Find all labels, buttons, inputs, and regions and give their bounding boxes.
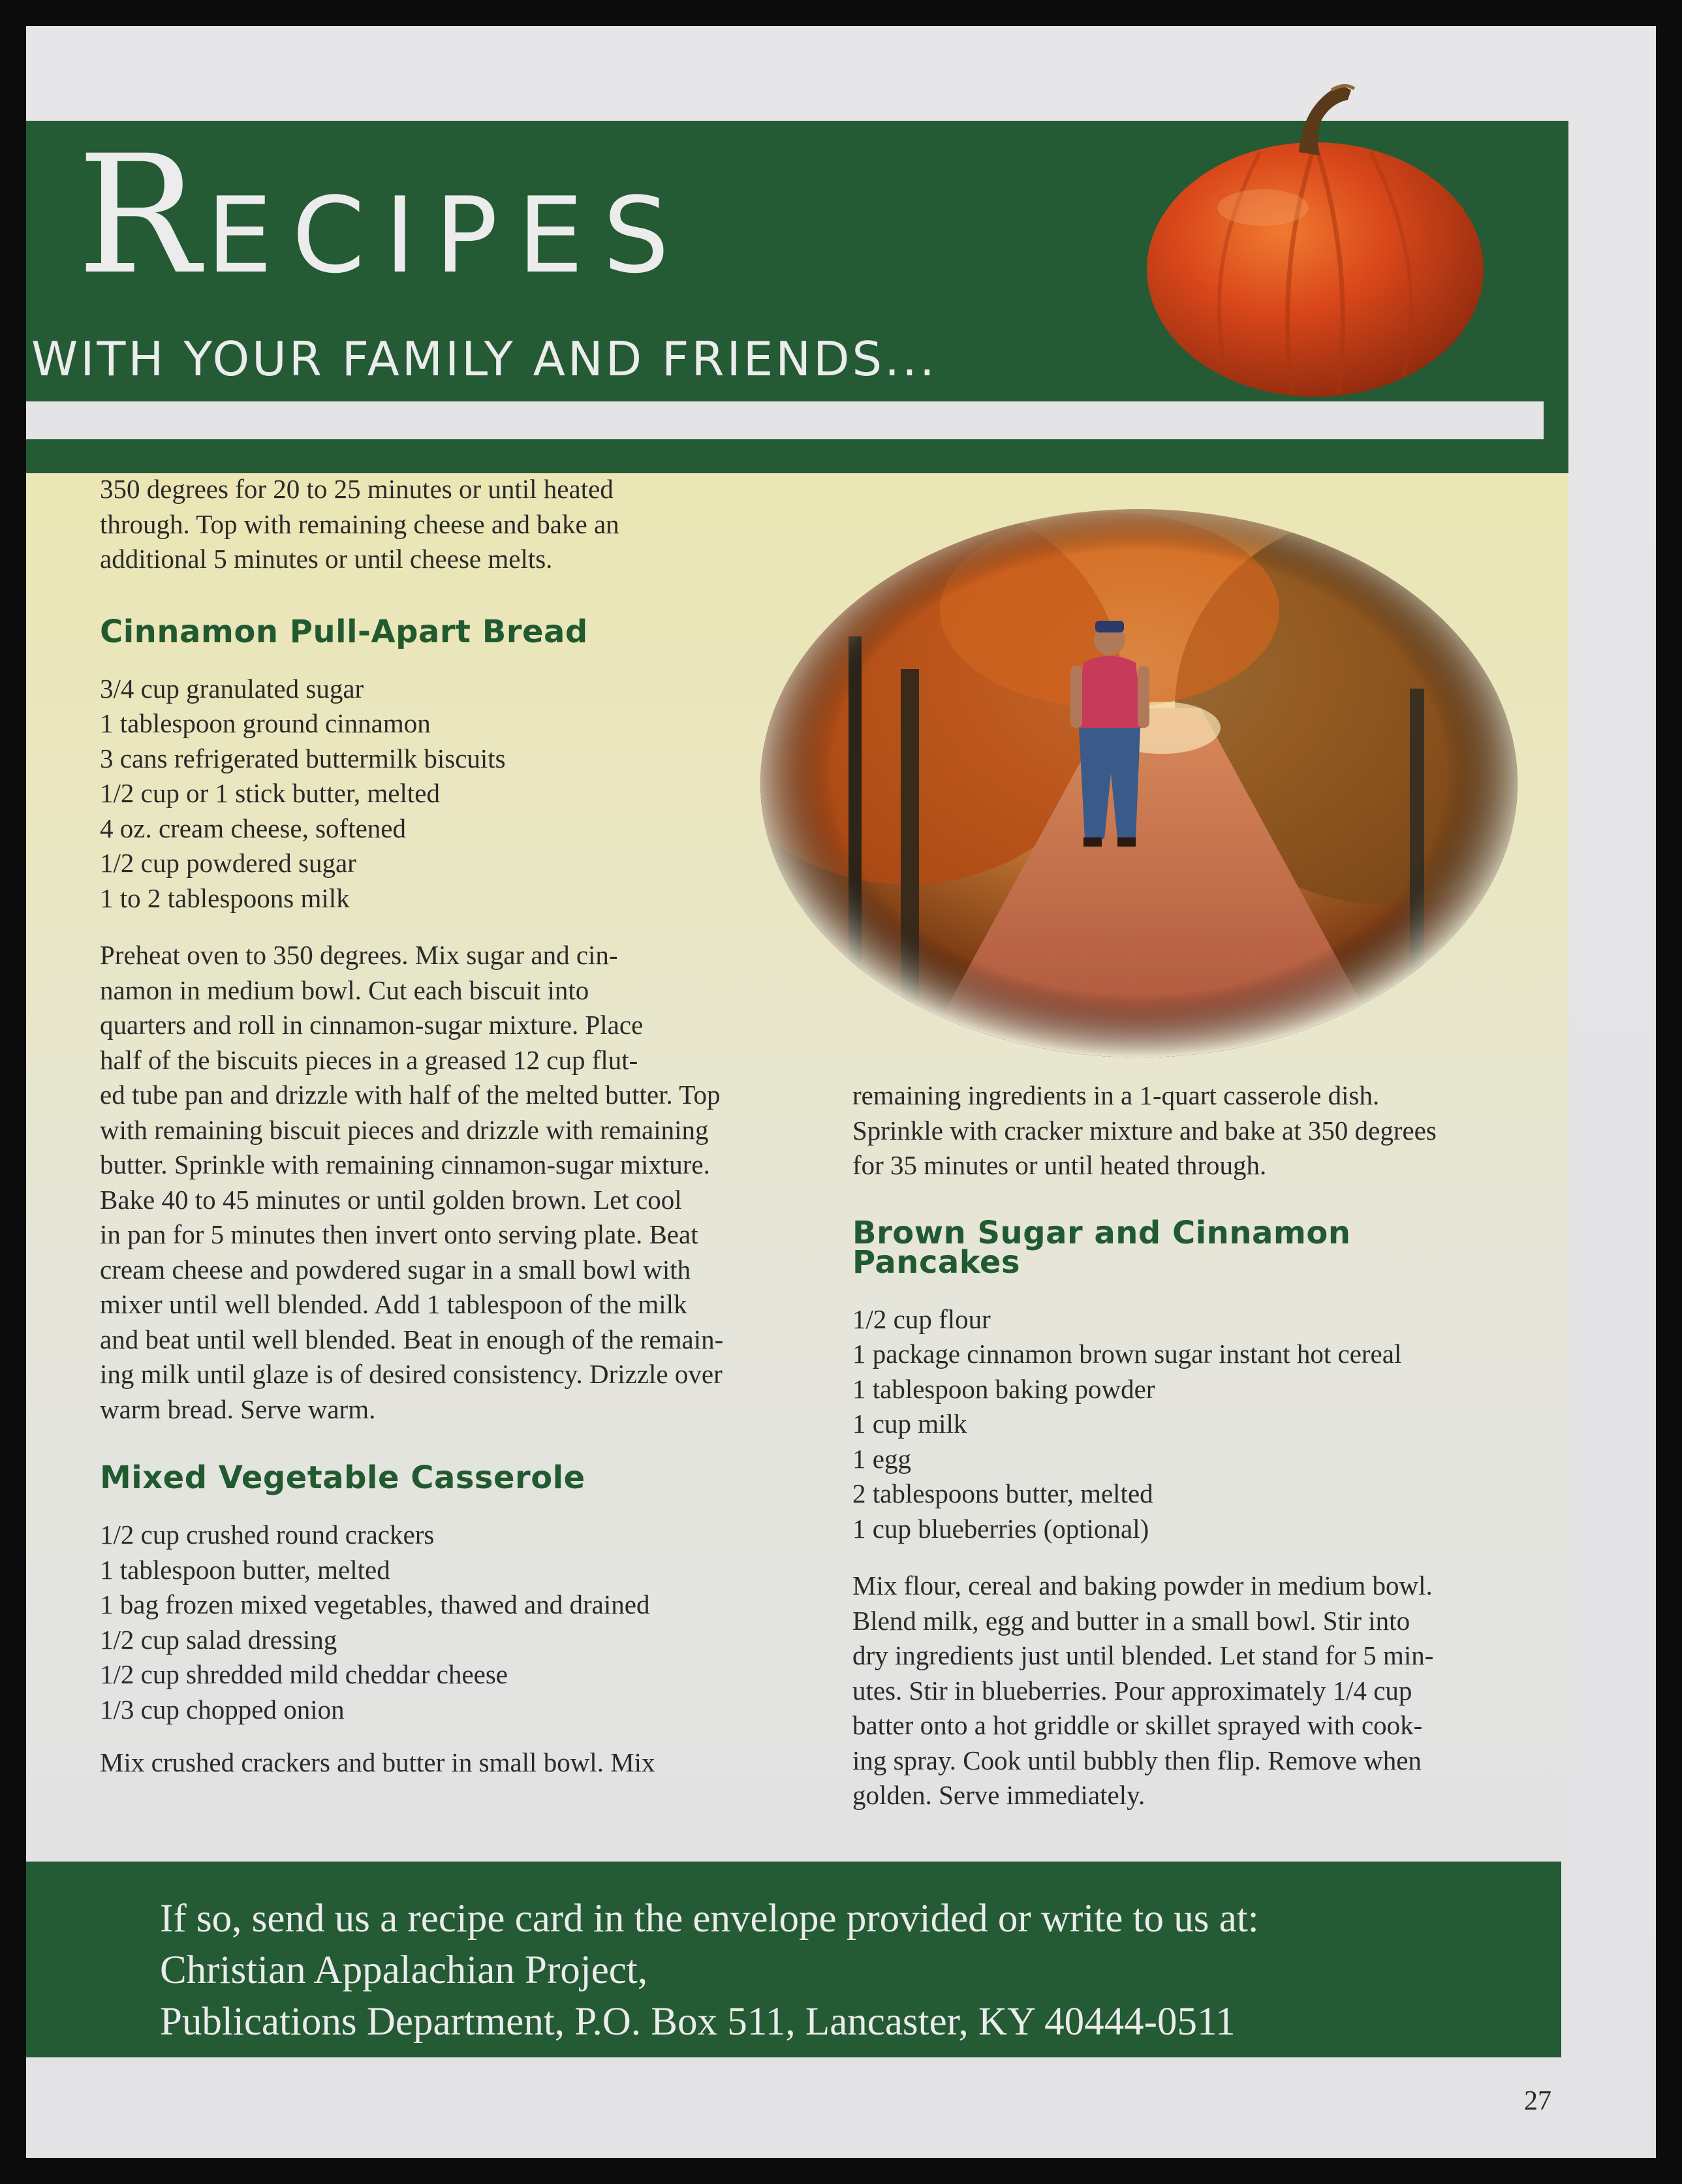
ingredient-item: 1 bag frozen mixed vegetables, thawed and drained xyxy=(100,1589,650,1619)
text-line: Bake 40 to 45 minutes or until golden brown. Let cool xyxy=(100,1184,682,1215)
text-line: ed tube pan and drizzle with half of the melted butter. Top xyxy=(100,1080,721,1110)
recipe-title-line: Brown Sugar and Cinnamon xyxy=(852,1214,1351,1251)
ingredient-item: 1/2 cup flour xyxy=(852,1303,991,1334)
text-line: quarters and roll in cinnamon-sugar mixture. Place xyxy=(100,1010,644,1040)
pumpkin-image xyxy=(1136,70,1495,403)
intro-paragraph xyxy=(100,472,844,577)
directions-paragraph xyxy=(852,1568,1561,1813)
ingredient-item: 1/2 cup crushed round crackers xyxy=(100,1520,435,1550)
recipe-title-line: Pancakes xyxy=(852,1243,1021,1281)
text-line: golden. Serve immediately. xyxy=(852,1780,1145,1810)
recipe-title-pancakes xyxy=(852,1216,1561,1280)
page-subtitle: WITH YOUR FAMILY AND FRIENDS... xyxy=(31,332,937,386)
ingredient-item: 1/2 cup salad dressing xyxy=(100,1624,337,1655)
footer-line: Publications Department, P.O. Box 511, Lancaster, KY 40444-0511 xyxy=(160,2000,1236,2044)
text-line: cream cheese and powdered sugar in a small bowl with xyxy=(100,1254,691,1285)
page-number: 27 xyxy=(1524,2086,1551,2116)
text-line: batter onto a hot griddle or skillet sprayed with cook- xyxy=(852,1710,1423,1740)
ingredient-item: 3/4 cup granulated sugar xyxy=(100,673,364,704)
title-initial: R xyxy=(77,120,207,310)
header-stripe xyxy=(26,401,1544,439)
ingredient-item: 4 oz. cream cheese, softened xyxy=(100,813,406,843)
text-line: warm bread. Serve warm. xyxy=(100,1394,376,1424)
text-line: with remaining biscuit pieces and drizzle with remaining xyxy=(100,1114,709,1145)
ingredients-list xyxy=(100,1518,844,1727)
title-rest: ECIPES xyxy=(206,174,689,296)
ingredient-item: 3 cans refrigerated buttermilk biscuits xyxy=(100,743,506,773)
text-line: dry ingredients just until blended. Let stand for 5 min- xyxy=(852,1640,1434,1670)
ingredients-list xyxy=(100,672,844,916)
ingredient-item: 1 to 2 tablespoons milk xyxy=(100,882,350,913)
autumn-walk-photo xyxy=(744,493,1534,1080)
ingredient-item: 1 cup blueberries (optional) xyxy=(852,1513,1149,1544)
footer-line: Christian Appalachian Project, xyxy=(160,1948,648,1992)
ingredient-item: 1/2 cup powdered sugar xyxy=(100,848,356,878)
text-line: ing spray. Cook until bubbly then flip. Remove when xyxy=(852,1745,1422,1775)
text-line: 350 degrees for 20 to 25 minutes or until heated xyxy=(100,474,614,504)
text-line: ing milk until glaze is of desired consistency. Drizzle over xyxy=(100,1359,723,1389)
text-line: through. Top with remaining cheese and bake an xyxy=(100,508,619,539)
ingredient-item: 1/3 cup chopped onion xyxy=(100,1694,345,1724)
text-line: and beat until well blended. Beat in enough of the remain- xyxy=(100,1324,724,1354)
right-column xyxy=(852,1078,1561,1813)
text-line: in pan for 5 minutes then invert onto serving plate. Beat xyxy=(100,1219,698,1249)
footer-line: If so, send us a recipe card in the envelope provided or write to us at: xyxy=(160,1897,1259,1941)
text-line: half of the biscuits pieces in a greased 12 cup flut- xyxy=(100,1044,638,1075)
text-line: Blend milk, egg and butter in a small bowl. Stir into xyxy=(852,1605,1410,1636)
left-column xyxy=(100,472,844,1781)
ingredient-item: 1 cup milk xyxy=(852,1409,967,1439)
text-line: remaining ingredients in a 1-quart casserole dish. xyxy=(852,1080,1380,1110)
text-line: utes. Stir in blueberries. Pour approximately 1/4 cup xyxy=(852,1675,1412,1706)
directions-paragraph xyxy=(100,938,844,1427)
text-line: Sprinkle with cracker mixture and bake at 350 degrees xyxy=(852,1115,1437,1146)
ingredient-item: 1 tablespoon ground cinnamon xyxy=(100,708,431,738)
text-line: for 35 minutes or until heated through. xyxy=(852,1150,1267,1180)
ingredient-item: 1/2 cup or 1 stick butter, melted xyxy=(100,778,440,808)
text-line: Mix flour, cereal and baking powder in medium bowl. xyxy=(852,1570,1433,1600)
text-line: Mix crushed crackers and butter in small bowl. Mix xyxy=(100,1747,655,1777)
footer-contact-info xyxy=(160,1893,1531,2048)
ingredient-item: 1 package cinnamon brown sugar instant hot cereal xyxy=(852,1339,1402,1369)
recipe-title-cinnamon-bread: Cinnamon Pull-Apart Bread xyxy=(100,613,588,650)
text-line: Preheat oven to 350 degrees. Mix sugar and cin- xyxy=(100,940,618,970)
ingredient-item: 2 tablespoons butter, melted xyxy=(852,1478,1153,1508)
ingredient-item: 1 tablespoon butter, melted xyxy=(100,1554,390,1585)
recipe-title-vegetable-casserole: Mixed Vegetable Casserole xyxy=(100,1459,585,1496)
directions-paragraph xyxy=(100,1745,844,1781)
text-line: additional 5 minutes or until cheese melts. xyxy=(100,544,553,574)
page xyxy=(26,26,1656,2158)
page-title xyxy=(77,120,689,310)
ingredient-item: 1 tablespoon baking powder xyxy=(852,1373,1155,1404)
text-line: mixer until well blended. Add 1 tablespoon of the milk xyxy=(100,1289,687,1319)
text-line: namon in medium bowl. Cut each biscuit into xyxy=(100,975,589,1005)
text-line: butter. Sprinkle with remaining cinnamon-sugar mixture. xyxy=(100,1149,710,1179)
ingredients-list xyxy=(852,1302,1561,1547)
ingredient-item: 1 egg xyxy=(852,1443,911,1474)
continuation-paragraph xyxy=(852,1078,1561,1183)
ingredient-item: 1/2 cup shredded mild cheddar cheese xyxy=(100,1659,508,1689)
